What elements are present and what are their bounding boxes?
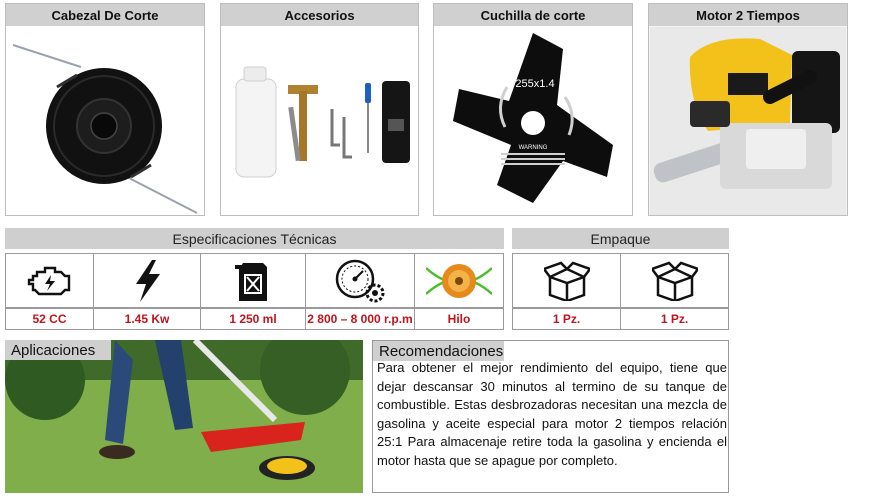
fuel-can-icon	[233, 259, 273, 303]
spec-value: 52 CC	[5, 308, 94, 330]
box-icon	[652, 261, 698, 301]
card-cabezal	[5, 3, 205, 216]
blade-image	[435, 27, 631, 215]
card-cuchilla	[433, 3, 633, 216]
card-title: Cuchilla de corte	[434, 4, 632, 26]
card-title: Cabezal De Corte	[6, 4, 204, 26]
spec-value: 2 800 – 8 000 r.p.m	[305, 308, 415, 330]
empaque-icon-cell	[512, 253, 621, 308]
recomendaciones-title: Recomendaciones	[373, 341, 504, 361]
engine-icon	[27, 264, 73, 298]
empaque-value: 1 Pz.	[512, 308, 621, 330]
spec-value: Hilo	[414, 308, 504, 330]
accessories-image	[222, 27, 417, 215]
spec-icon-cell	[414, 253, 504, 308]
empaque-title: Empaque	[512, 228, 729, 249]
recomendaciones-text: Para obtener el mejor rendimiento del equipo, tiene que dejar descansar 30 minutos al termino de su tanque de combustible. Estas desbrozadoras necesitan una mezcla de gasolina y aceite especial para motor 2 tiempos relación 25:1 Para almacenaje retire toda la gasolina y encienda el motor hasta que se apague por completo.	[377, 360, 727, 468]
aplicaciones-title: Aplicaciones	[5, 340, 111, 360]
card-title: Accesorios	[221, 4, 418, 26]
trimmer-in-use-image	[5, 340, 363, 493]
blade-size-label: 255x1.4	[515, 77, 555, 90]
lightning-icon	[132, 260, 162, 302]
card-accesorios	[220, 3, 419, 216]
empaque-icon-cell	[620, 253, 729, 308]
spec-icon-cell	[5, 253, 94, 308]
empaque-value: 1 Pz.	[620, 308, 729, 330]
aplicaciones-photo	[5, 340, 363, 493]
spec-icon-cell	[305, 253, 415, 308]
speedometer-gear-icon	[331, 257, 389, 305]
motor-image	[650, 27, 846, 215]
spec-value: 1 250 ml	[200, 308, 306, 330]
blade-warning-label: WARNING	[518, 144, 548, 151]
card-motor	[648, 3, 848, 216]
spec-icon-cell	[200, 253, 306, 308]
box-icon	[544, 261, 590, 301]
card-title: Motor 2 Tiempos	[649, 4, 847, 26]
trimmer-line-icon	[426, 258, 492, 304]
specs-title: Especificaciones Técnicas	[5, 228, 504, 249]
spec-value: 1.45 Kw	[93, 308, 201, 330]
spec-icon-cell	[93, 253, 201, 308]
trimmer-head-image	[7, 27, 203, 215]
